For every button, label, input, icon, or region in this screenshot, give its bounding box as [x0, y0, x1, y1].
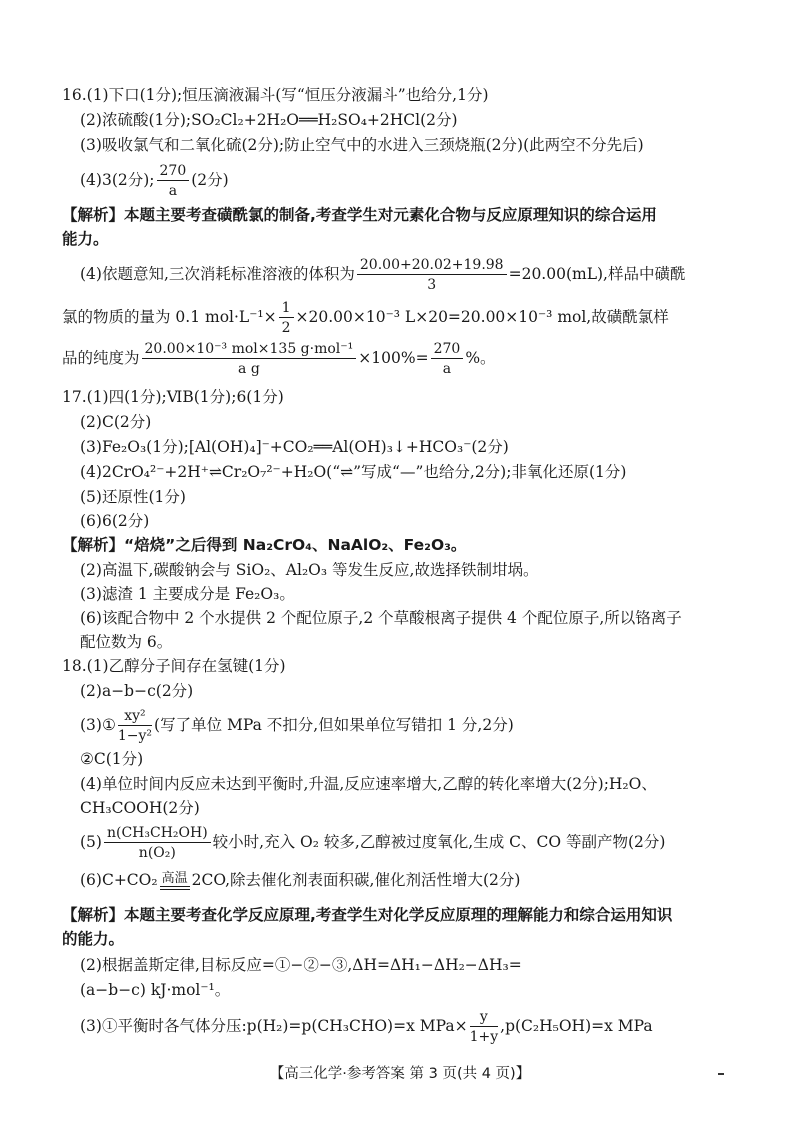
- q18-line-1: 18.(1)乙醇分子间存在氢键(1分): [62, 657, 286, 675]
- q18-line-2: (2)a−b−c(2分): [80, 682, 194, 700]
- q17-analysis-2: (2)高温下,碳酸钠会与 SiO₂、Al₂O₃ 等发生反应,故选择铁制坩埚。: [80, 561, 539, 579]
- q18-analysis-3: (2)根据盖斯定律,目标反应=①−②−③,ΔH=ΔH₁−ΔH₂−ΔH₃=: [80, 956, 522, 974]
- q17-line-4: (4)2CrO₄²⁻+2H⁺⇌Cr₂O₇²⁻+H₂O(“⇌”写成“—”也给分,2分);非氧化还原(1分): [80, 463, 627, 481]
- q18-analysis-1: 【解析】本题主要考查化学反应原理,考查学生对化学反应原理的理解能力和综合运用知识: [62, 906, 673, 924]
- q17-line-3: (3)Fe₂O₃(1分);[Al(OH)₄]⁻+CO₂══Al(OH)₃↓+HCO₃⁻(2分): [80, 438, 509, 456]
- q18-analysis-2: 的能力。: [62, 930, 125, 948]
- fraction: $\frac{\text{20.00×10⁻³ mol×135 g·mol⁻¹}}{\text{a g}}$: [142, 342, 357, 376]
- q18-line-4: ②C(1分): [80, 750, 144, 768]
- fraction: $\frac{\text{n(CH₃CH₂OH)}}{\text{n(O₂)}}$: [104, 826, 211, 860]
- q16-analysis-5: 品的纯度为 $\frac{\text{20.00×10⁻³ mol×135 g·mol⁻¹}}{\text{a g}}$ ×100%= $\frac{270}{a}$ %。: [62, 341, 496, 377]
- q18-analysis-5: (3)①平衡时各气体分压:p(H₂)=p(CH₃CHO)=x MPa× $\frac{y}{1+y}$ ,p(C₂H₅OH)=x MPa: [80, 1009, 653, 1045]
- q16-line-1: 16.(1)下口(1分);恒压滴液漏斗(写“恒压分液漏斗”也给分,1分): [62, 86, 489, 104]
- q17-analysis-3: (3)滤渣 1 主要成分是 Fe₂O₃。: [80, 585, 295, 603]
- q18-analysis-4: (a−b−c) kJ·mol⁻¹。: [80, 981, 231, 999]
- page-footer: 【高三化学·参考答案 第 3 页(共 4 页)】: [269, 1066, 531, 1082]
- q17-analysis-4: (6)该配合物中 2 个水提供 2 个配位原子,2 个草酸根离子提供 4 个配位原子,所以铬离子: [80, 609, 682, 627]
- q16-analysis-2: 能力。: [62, 230, 109, 248]
- q18-line-7: (5) $\frac{\text{n(CH₃CH₂OH)}}{\text{n(O₂)}}$ 较小时,充入 O₂ 较多,乙醇被过度氧化,生成 C、CO 等副产物(2分): [80, 825, 666, 861]
- fraction: $\frac{270}{a}$: [157, 164, 190, 198]
- q16-line-2: (2)浓硫酸(1分);SO₂Cl₂+2H₂O══H₂SO₄+2HCl(2分): [80, 111, 458, 129]
- q17-line-1: 17.(1)四(1分);ⅥB(1分);6(1分): [62, 388, 284, 406]
- q16-l4-score: (2分): [191, 171, 229, 189]
- fraction: $\frac{\text{xy²}}{\text{1−y²}}$: [117, 708, 153, 744]
- fraction: $\frac{20.00+20.02+19.98}{3}$: [357, 258, 507, 292]
- q16-line-3: (3)吸收氯气和二氧化硫(2分);防止空气中的水进入三颈烧瓶(2分)(此两空不分先后): [80, 136, 644, 154]
- fraction: $\frac{y}{1+y}$: [469, 1009, 499, 1045]
- q17-line-5: (5)还原性(1分): [80, 488, 186, 506]
- q17-line-6: (6)6(2分): [80, 512, 150, 530]
- fraction: $\frac{270}{a}$: [431, 342, 464, 376]
- q18-line-3: (3)① $\frac{\text{xy²}}{\text{1−y²}}$ (写了单位 MPa 不扣分,但如果单位写错扣 1 分,2分): [80, 708, 514, 744]
- q18-line-5: (4)单位时间内反应未达到平衡时,升温,反应速率增大,乙醇的转化率增大(2分);H₂O、: [80, 775, 657, 793]
- fraction: $\frac{1}{2}$: [279, 301, 294, 335]
- q16-analysis-1: 【解析】本题主要考查磺酰氯的制备,考查学生对元素化合物与反应原理知识的综合运用: [62, 206, 657, 224]
- q16-analysis-4: 氯的物质的量为 0.1 mol·L⁻¹× $\frac{1}{2}$ ×20.00×10⁻³ L×20=20.00×10⁻³ mol,故磺酰氯样: [62, 300, 669, 336]
- reaction-arrow: 高温: [160, 872, 190, 890]
- q16-line-4: [80, 164, 229, 198]
- q16-analysis-3: (4)依题意知,三次消耗标准溶液的体积为 $\frac{20.00+20.02+19.98}{3}$ =20.00(mL),样品中磺酰: [80, 257, 686, 293]
- corner-mark: [718, 1073, 724, 1075]
- q18-line-8: (6)C+CO₂ 高温 2CO,除去催化剂表面积碳,催化剂活性增大(2分): [80, 871, 521, 889]
- q17-analysis-1: 【解析】“焙烧”之后得到 Na₂CrO₄、NaAlO₂、Fe₂O₃。: [62, 536, 467, 554]
- q17-analysis-5: 配位数为 6。: [80, 633, 173, 651]
- q17-line-2: (2)C(2分): [80, 413, 152, 431]
- q16-l4-text: (4)3(2分);: [80, 171, 155, 189]
- q18-line-6: CH₃COOH(2分): [80, 799, 200, 817]
